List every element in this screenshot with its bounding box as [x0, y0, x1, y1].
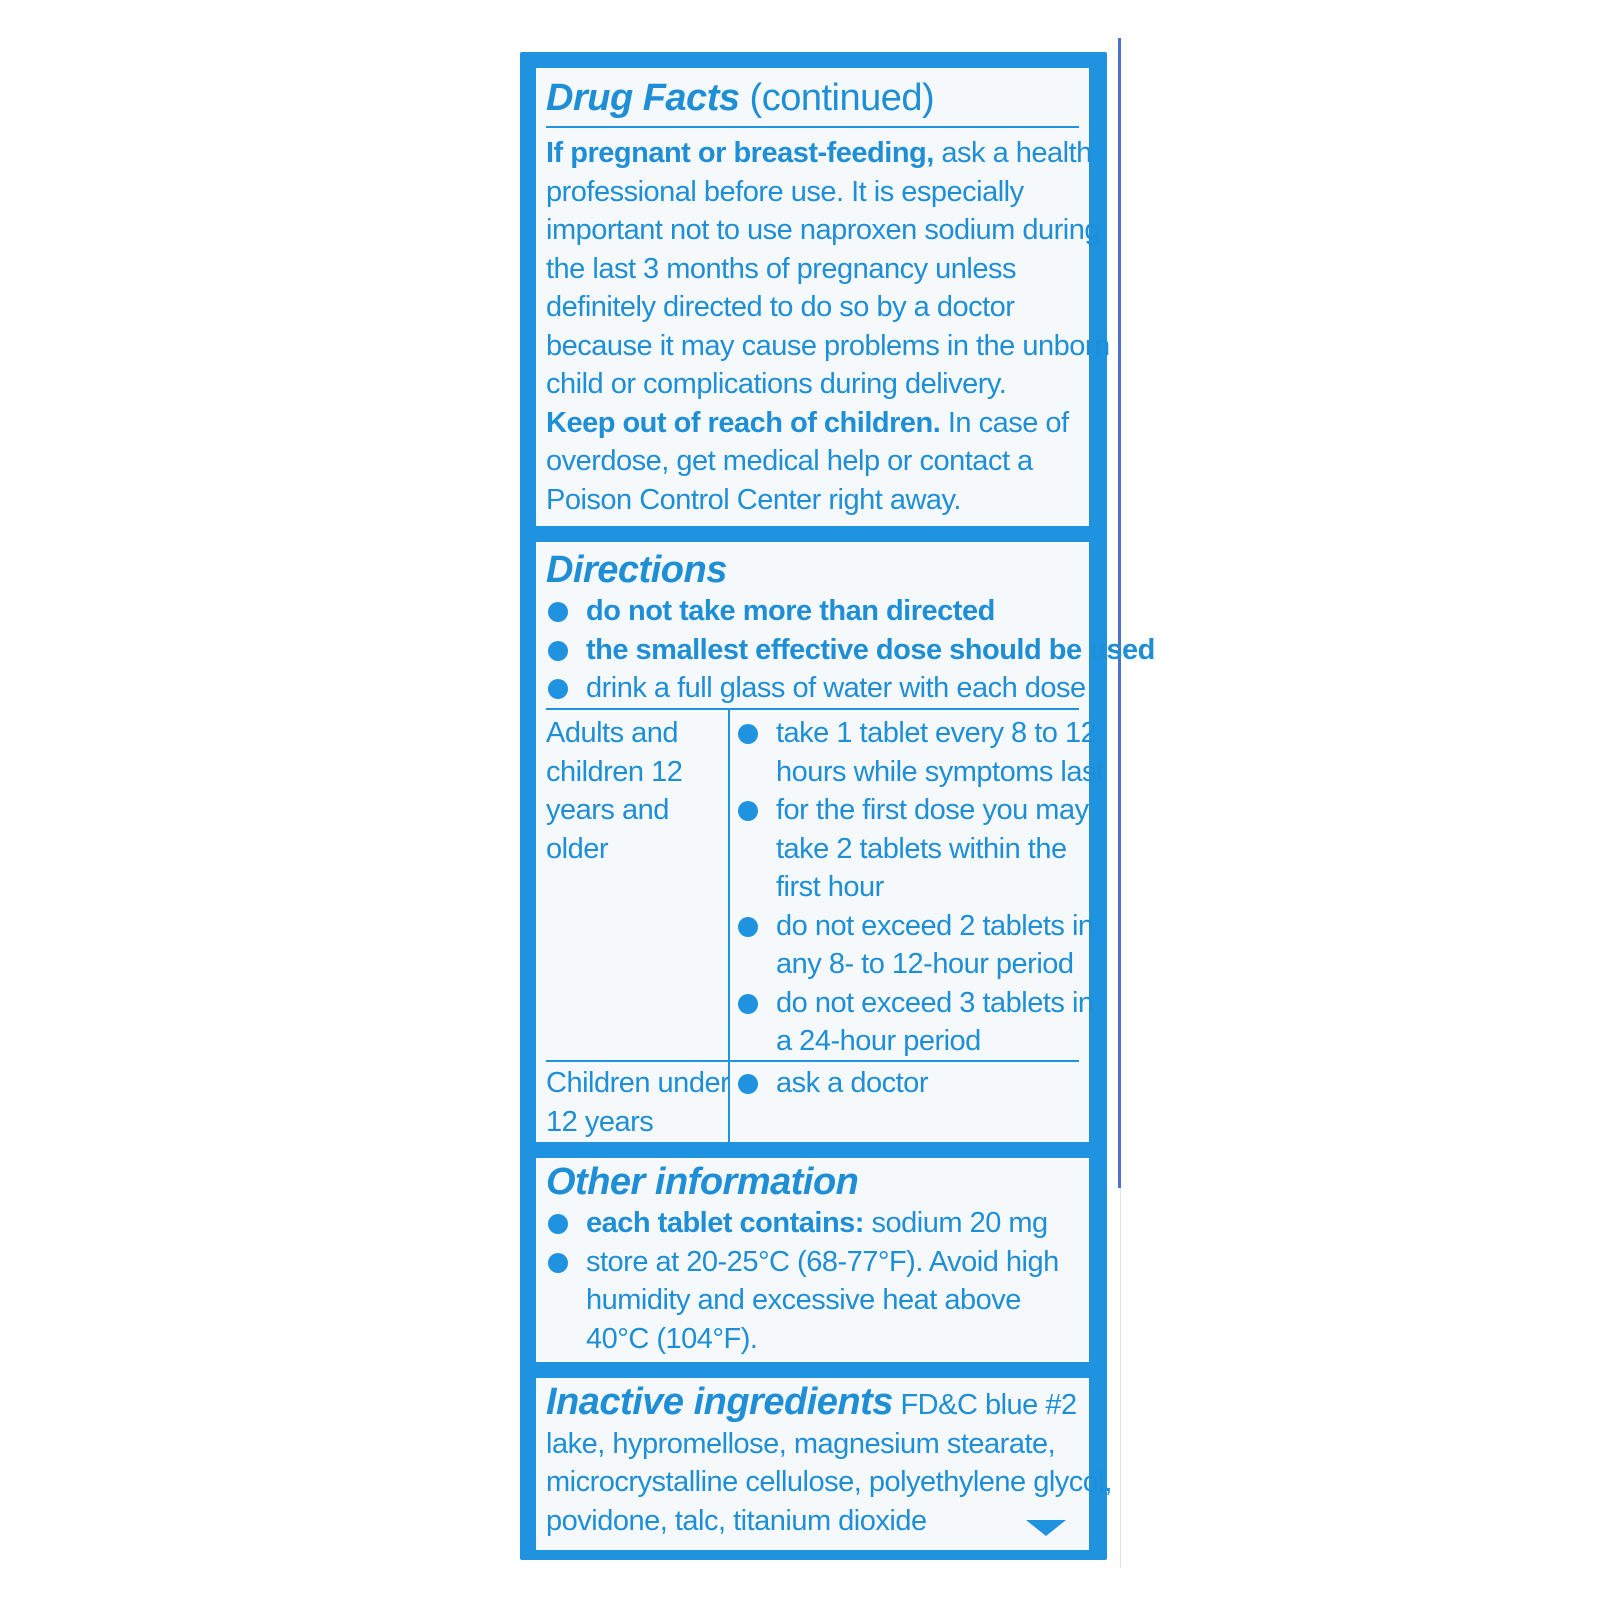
children-label-line: 12 years — [546, 1105, 654, 1138]
tablet-contains-heading: each tablet contains: — [586, 1207, 864, 1239]
bullet-icon — [738, 724, 758, 744]
children-label — [546, 1064, 731, 1141]
keep-out-heading: Keep out of reach of children. — [546, 406, 941, 439]
bullet-icon — [738, 994, 758, 1014]
ingredient-line: povidone, talc, titanium dioxide — [546, 1504, 927, 1537]
dosage-item — [736, 984, 1094, 1061]
bullet-icon — [548, 1214, 568, 1234]
table-middle-rule — [546, 1060, 1079, 1062]
adults-label-line: years and — [546, 794, 669, 826]
direction-item — [546, 592, 1083, 631]
bullet-icon — [738, 917, 758, 937]
drug-facts-title — [546, 76, 934, 120]
package-edge — [1118, 38, 1121, 1188]
continued-label: (continued) — [749, 77, 935, 119]
dosage-line: do not exceed 2 tablets in — [776, 909, 1094, 942]
dosage-item — [736, 714, 1104, 791]
direction-item — [546, 631, 1155, 670]
direction-text: the smallest effective dose should be used — [586, 633, 1155, 666]
dosage-line: for the first dose you may — [776, 794, 1089, 826]
adults-label — [546, 714, 726, 868]
pregnant-line: ask a health — [933, 137, 1092, 169]
ingredient-line: microcrystalline cellulose, polyethylene glycol, — [546, 1466, 1112, 1498]
dosage-line: hours while symptoms last — [776, 755, 1104, 788]
direction-text: do not take more than directed — [586, 595, 995, 627]
directions-bullets — [546, 592, 1155, 708]
bullet-icon — [738, 801, 758, 821]
other-information-bullets — [546, 1204, 1083, 1358]
bullet-icon — [548, 602, 568, 622]
info-item — [546, 1204, 1083, 1243]
pregnant-line: because it may cause problems in the unborn — [546, 329, 1110, 362]
other-information-title: Other information — [546, 1161, 859, 1203]
direction-text: drink a full glass of water with each dose — [586, 672, 1086, 704]
dosage-line: a 24-hour period — [776, 1025, 981, 1057]
sodium-amount: sodium 20 mg — [863, 1207, 1048, 1239]
title-rule — [546, 126, 1079, 128]
dosage-item — [736, 907, 1094, 984]
children-label-line: Children under — [546, 1067, 730, 1099]
directions-title: Directions — [546, 549, 727, 591]
drug-facts-continued-panel — [536, 68, 1110, 526]
warnings-text — [546, 134, 1110, 519]
pregnant-line: child or complications during delivery. — [546, 368, 1007, 400]
adults-label-line: older — [546, 832, 608, 865]
dosage-item — [736, 791, 1089, 907]
dosage-line: do not exceed 3 tablets in — [776, 986, 1094, 1019]
dosage-line: take 1 tablet every 8 to 12 — [776, 717, 1097, 749]
table-top-rule — [546, 708, 1079, 710]
pregnant-line: definitely directed to do so by a doctor — [546, 291, 1015, 323]
storage-line: store at 20-25°C (68-77°F). Avoid high — [586, 1245, 1059, 1278]
ingredient-line: lake, hypromellose, magnesium stearate, — [546, 1427, 1056, 1460]
bullet-icon — [738, 1074, 758, 1094]
bullet-icon — [548, 641, 568, 661]
bullet-icon — [548, 679, 568, 699]
adults-dosage — [736, 714, 1104, 1061]
dosage-line: any 8- to 12-hour period — [776, 948, 1074, 980]
pregnant-warning-heading: If pregnant or breast-feeding, — [546, 137, 934, 169]
inactive-ingredients-title: Inactive ingredients — [546, 1381, 893, 1423]
pregnant-line: important not to use naproxen sodium during — [546, 214, 1101, 246]
continue-arrow-icon — [1026, 1520, 1066, 1536]
adults-label-line: Adults and — [546, 717, 679, 749]
adults-label-line: children 12 — [546, 755, 683, 788]
dosage-line: take 2 tablets within the — [776, 832, 1067, 865]
bullet-icon — [548, 1253, 568, 1273]
inactive-ingredients-panel — [536, 1378, 1112, 1550]
storage-line: humidity and excessive heat above — [586, 1284, 1021, 1316]
dosage-line: first hour — [776, 871, 884, 903]
inactive-ingredients-text — [546, 1380, 1112, 1540]
ingredient-line: FD&C blue #2 — [892, 1389, 1077, 1421]
children-dosage — [736, 1064, 1083, 1103]
dosage-item — [736, 1064, 1083, 1103]
other-information-panel — [536, 1158, 1089, 1362]
pregnant-line: the last 3 months of pregnancy unless — [546, 252, 1016, 285]
storage-line: 40°C (104°F). — [586, 1322, 758, 1355]
directions-panel — [536, 542, 1155, 1142]
keep-out-line: overdose, get medical help or contact a — [546, 445, 1033, 477]
dosage-line: ask a doctor — [776, 1067, 928, 1099]
keep-out-line: In case of — [940, 406, 1069, 439]
direction-item — [546, 669, 1086, 708]
keep-out-line: Poison Control Center right away. — [546, 483, 961, 516]
pregnant-line: professional before use. It is especially — [546, 175, 1024, 208]
info-item — [546, 1243, 1083, 1359]
drug-facts-heading: Drug Facts — [546, 77, 740, 119]
